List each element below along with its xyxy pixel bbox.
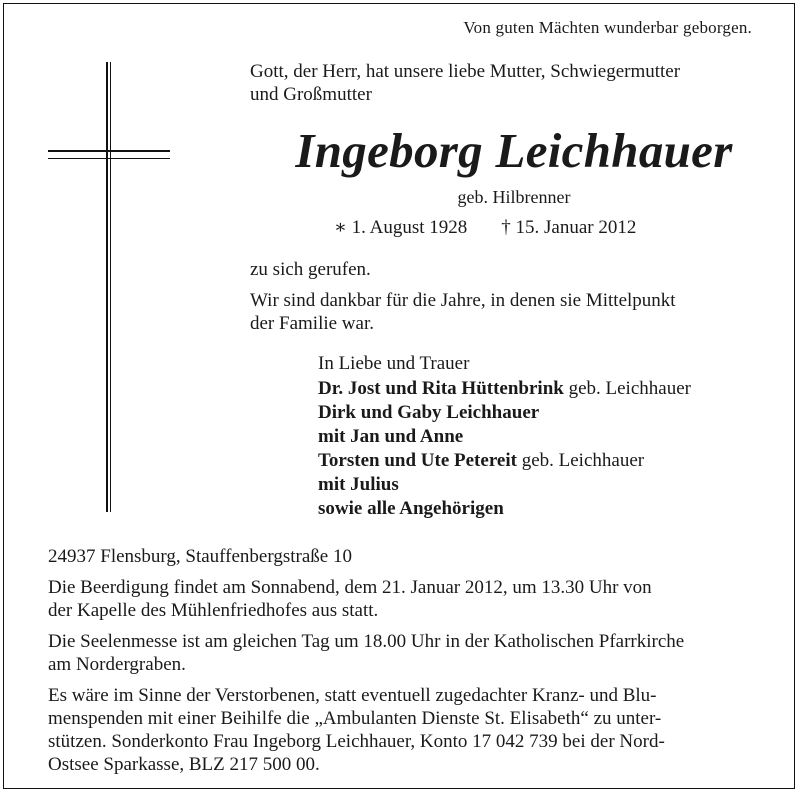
mourner-names-2: Dirk und Gaby Leichhauer bbox=[318, 402, 540, 423]
address: 24937 Flensburg, Stauffenbergstraße 10 bbox=[48, 546, 352, 567]
mass-line-1: Die Seelenmesse ist am gleichen Tag um 18.00 Uhr in der Katholischen Pfarrkirche bbox=[48, 631, 685, 652]
mourner-names-4: Torsten und Ute Petereit bbox=[318, 450, 517, 471]
mourner-line-2 bbox=[318, 401, 691, 425]
mourner-line-5 bbox=[318, 473, 691, 497]
mourner-line-1 bbox=[318, 377, 691, 401]
maiden-name: geb. Hilbrenner bbox=[457, 187, 571, 207]
cross-horizontal-bar bbox=[48, 150, 170, 159]
cross-vertical-bar bbox=[106, 62, 111, 512]
mourners-list bbox=[318, 352, 691, 521]
thanks-line-2: der Familie war. bbox=[250, 313, 374, 334]
intro-line-2: und Großmutter bbox=[250, 84, 372, 105]
funeral-line-1: Die Beerdigung findet am Sonnabend, dem 21. Januar 2012, um 13.30 Uhr von bbox=[48, 577, 652, 598]
funeral-info bbox=[48, 576, 758, 622]
mass-info bbox=[48, 630, 758, 676]
mourners-intro: In Liebe und Trauer bbox=[318, 353, 470, 374]
donation-line-2: menspenden mit einer Beihilfe die „Ambulanten Dienste St. Elisabeth“ zu unter- bbox=[48, 708, 662, 729]
intro-line-1: Gott, der Herr, hat unsere liebe Mutter, Schwiegermutter bbox=[250, 61, 681, 82]
mass-line-2: am Nordergraben. bbox=[48, 654, 186, 675]
life-dates bbox=[334, 216, 636, 239]
birth-date: ∗ 1. August 1928 bbox=[334, 217, 468, 238]
funeral-line-2: der Kapelle des Mühlenfriedhofes aus statt. bbox=[48, 600, 379, 621]
donation-info bbox=[48, 684, 758, 776]
mourner-line-3 bbox=[318, 425, 691, 449]
donation-line-3: stützen. Sonderkonto Frau Ingeborg Leichhauer, Konto 17 042 739 bei der Nord- bbox=[48, 731, 665, 752]
intro-text bbox=[250, 60, 770, 106]
mourner-names-5: mit Julius bbox=[318, 473, 399, 495]
donation-line-1: Es wäre im Sinne der Verstorbenen, statt eventuell zugedachter Kranz- und Blu- bbox=[48, 685, 657, 706]
thanks-text bbox=[250, 289, 770, 335]
deceased-name: Ingeborg Leichhauer bbox=[295, 123, 733, 178]
mourner-names-6: sowie alle Angehörigen bbox=[318, 498, 504, 519]
mourner-names-1: Dr. Jost und Rita Hüttenbrink bbox=[318, 377, 564, 399]
mourner-maiden-1: geb. Leichhauer bbox=[563, 377, 691, 399]
thanks-line-1: Wir sind dankbar für die Jahre, in denen sie Mittelpunkt bbox=[250, 290, 676, 311]
motto: Von guten Mächten wunderbar geborgen. bbox=[463, 18, 752, 37]
donation-line-4: Ostsee Sparkasse, BLZ 217 500 00. bbox=[48, 754, 320, 775]
mourner-line-6 bbox=[318, 497, 691, 521]
notice-details bbox=[48, 545, 758, 784]
mourner-maiden-4: geb. Leichhauer bbox=[516, 450, 645, 471]
called-text: zu sich gerufen. bbox=[250, 259, 371, 280]
mourner-line-4 bbox=[318, 449, 691, 473]
mourner-names-3: mit Jan und Anne bbox=[318, 425, 464, 447]
death-date: † 15. Januar 2012 bbox=[501, 217, 637, 238]
